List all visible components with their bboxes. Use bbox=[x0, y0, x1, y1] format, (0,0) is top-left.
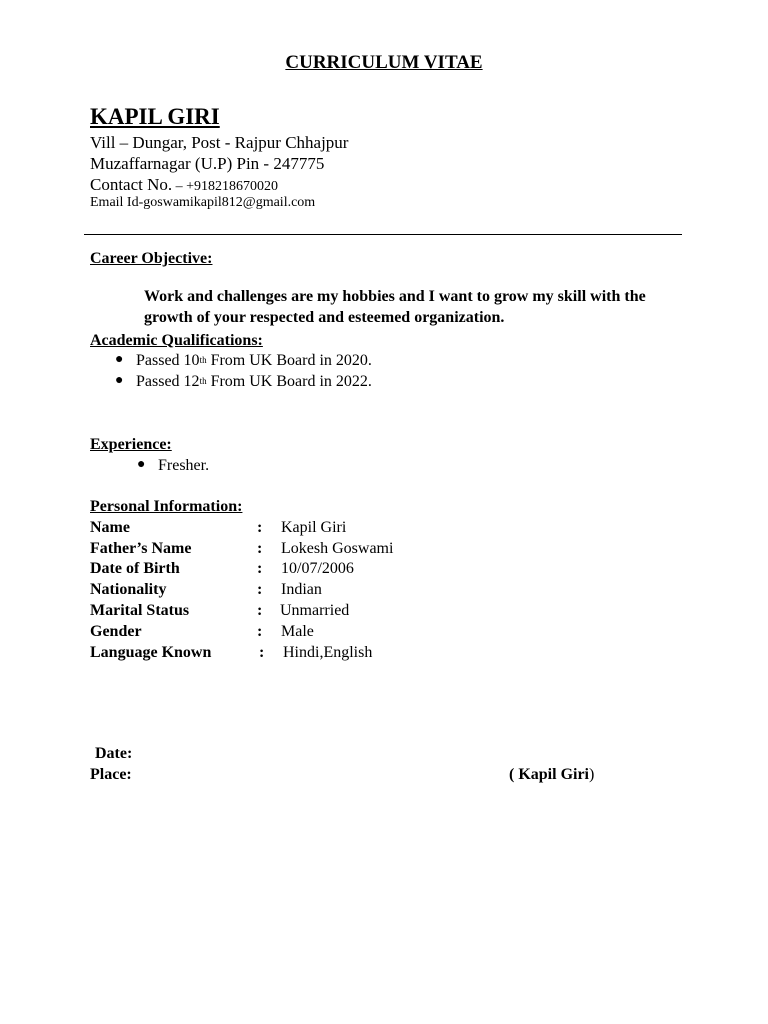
personal-value-language: Hindi,English bbox=[283, 644, 373, 661]
address-line-2: Muzaffarnagar (U.P) Pin - 247775 bbox=[90, 154, 325, 173]
personal-label-father-name: Father’s Name bbox=[90, 540, 192, 557]
list-item: ● Fresher. bbox=[137, 457, 210, 474]
header-divider bbox=[84, 234, 682, 235]
personal-value-father-name: Lokesh Goswami bbox=[281, 540, 394, 557]
personal-label-language: Language Known bbox=[90, 644, 212, 661]
document-title: CURRICULUM VITAE bbox=[285, 52, 483, 73]
list-item: ● Passed 10th From UK Board in 2020. bbox=[115, 352, 372, 369]
personal-value-marital-status: Unmarried bbox=[280, 602, 350, 619]
personal-value-dob: 10/07/2006 bbox=[281, 560, 354, 577]
personal-value-name: Kapil Giri bbox=[281, 519, 347, 536]
personal-value-gender: Male bbox=[281, 623, 314, 640]
colon-separator: : bbox=[257, 623, 263, 640]
career-objective-heading: Career Objective: bbox=[90, 250, 213, 267]
email-line: Email Id-goswamikapil812@gmail.com bbox=[90, 195, 316, 210]
contact-number: – +918218670020 bbox=[172, 179, 279, 194]
colon-separator: : bbox=[257, 581, 263, 598]
bullet-icon: ● bbox=[115, 352, 124, 367]
experience-heading: Experience: bbox=[90, 436, 172, 453]
place-label: Place: bbox=[90, 766, 132, 783]
date-label: Date: bbox=[95, 745, 133, 762]
personal-label-name: Name bbox=[90, 519, 130, 536]
personal-label-dob: Date of Birth bbox=[90, 560, 180, 577]
colon-separator: : bbox=[257, 602, 263, 619]
list-item: ● Passed 12th From UK Board in 2022. bbox=[115, 373, 372, 390]
colon-separator: : bbox=[259, 644, 265, 661]
contact-label: Contact No. bbox=[90, 175, 173, 194]
personal-value-nationality: Indian bbox=[281, 581, 322, 598]
career-objective-text: Work and challenges are my hobbies and I want to grow my skill with the growth of your respected and esteemed organization. bbox=[144, 288, 646, 326]
address-line-1: Vill – Dungar, Post - Rajpur Chhajpur bbox=[90, 133, 349, 152]
academic-qualifications-heading: Academic Qualifications: bbox=[90, 332, 263, 349]
personal-label-gender: Gender bbox=[90, 623, 142, 640]
personal-label-marital-status: Marital Status bbox=[90, 602, 190, 619]
bullet-icon: ● bbox=[137, 457, 146, 472]
personal-information-heading: Personal Information: bbox=[90, 498, 243, 515]
personal-label-nationality: Nationality bbox=[90, 581, 167, 598]
candidate-name-heading: KAPIL GIRI bbox=[90, 104, 220, 129]
contact-line bbox=[90, 175, 278, 195]
colon-separator: : bbox=[257, 560, 263, 577]
colon-separator: : bbox=[257, 540, 263, 557]
bullet-icon: ● bbox=[115, 373, 124, 388]
colon-separator: : bbox=[257, 519, 263, 536]
signature-name: ( Kapil Giri) bbox=[509, 766, 595, 783]
